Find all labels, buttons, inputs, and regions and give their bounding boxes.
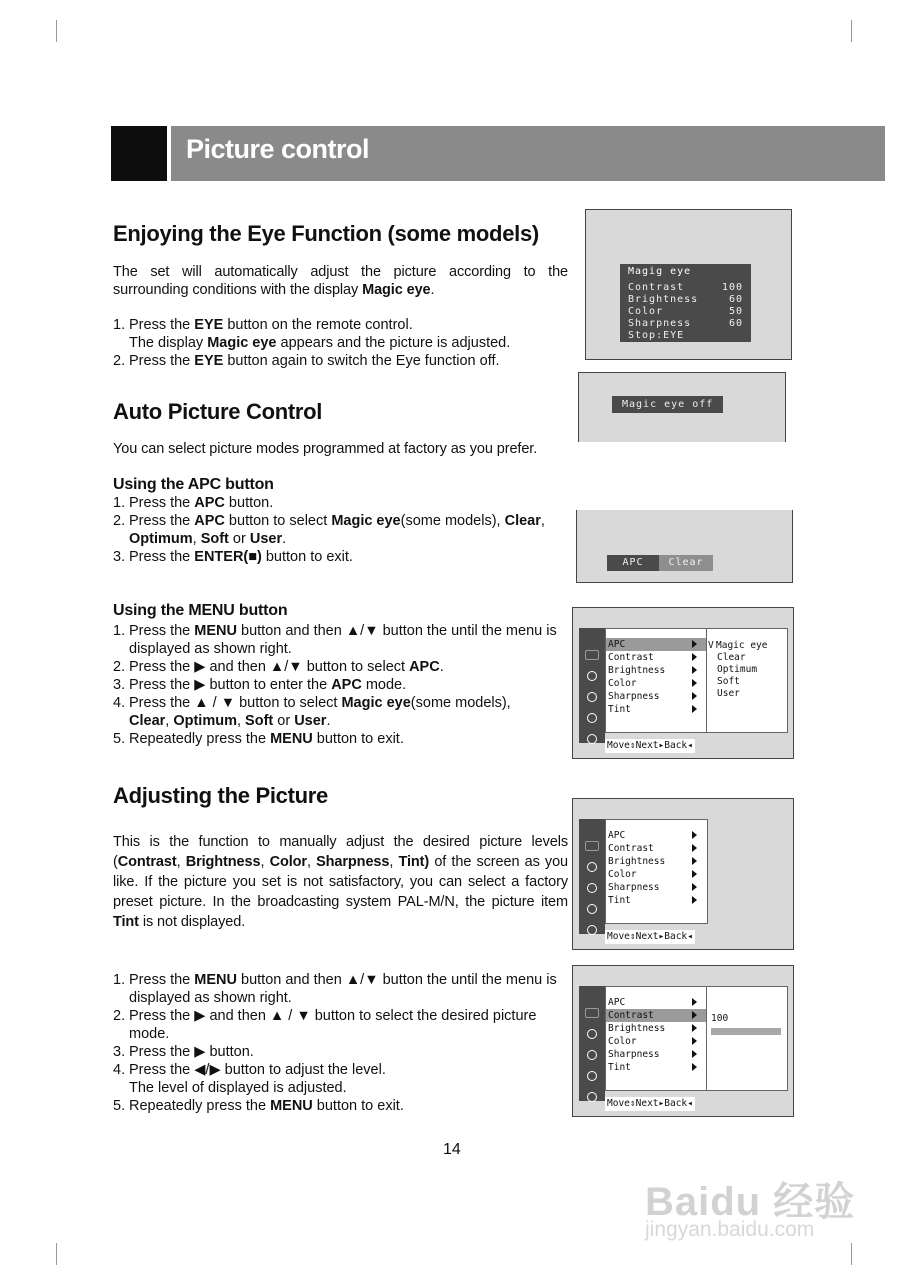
adjust-step: 4. Press the ◀/▶ button to adjust the level. [113,1062,386,1078]
apc-menu-step: displayed as shown right. [129,641,292,657]
chevron-right-icon [692,666,697,674]
footer-back: Back [664,1098,688,1109]
sound-icon [587,883,597,893]
picture-menu-screen [572,798,794,950]
chevron-right-icon [692,844,697,852]
adjust-step: displayed as shown right. [129,990,292,1006]
footer-back: Back [664,740,688,751]
time-icon [587,1071,597,1081]
adjust-step: 5. Repeatedly press the MENU button to exit. [113,1098,404,1114]
apc-option[interactable]: Clear [717,652,746,663]
apc-step: 2. Press the APC button to select Magic eye(some models), Clear, [113,513,545,529]
eye-intro: The set will automatically adjust the picture according to the surrounding conditions with the display Magic eye. [113,264,568,298]
apc-sub2: Using the MENU button [113,602,288,619]
apc-menu-step: 4. Press the ▲ / ▼ button to select Magic eye(some models), [113,695,511,711]
footer-move: Move [607,931,630,942]
time-icon [587,904,597,914]
chevron-right-icon [692,831,697,839]
apc-osd-label: APC [607,555,659,571]
level-panel [706,986,788,1091]
chevron-right-icon [692,1037,697,1045]
sound-icon [587,692,597,702]
crop-mark [851,1243,852,1265]
adjust-step: 1. Press the MENU button and then ▲/▼ button the until the menu is [113,972,557,988]
adjust-step: mode. [129,1026,170,1042]
menu-item-tint[interactable]: Tint [608,704,631,715]
apc-step: Optimum, Soft or User. [129,531,287,547]
apc-option[interactable]: Optimum [717,664,758,675]
crop-mark [56,20,57,42]
footer-move: Move [607,740,630,751]
apc-heading: Auto Picture Control [113,399,323,424]
apc-button-screen [576,510,793,583]
menu-item-color[interactable]: Color [608,678,637,689]
chevron-right-icon [692,1011,697,1019]
adjust-heading: Adjusting the Picture [113,783,328,808]
apc-step: 3. Press the ENTER(■) button to exit. [113,549,353,565]
adjust-paragraph: This is the function to manually adjust the desired picture levels (Contrast, Brightness, Color, Sharpness, Tint) of the screen as you like. If the picture you set is not satisfactory, you can select a factory preset picture. In the broadcasting system PAL-M/N, the picture item Tint is not displayed. [113,834,569,930]
apc-menu-step: 1. Press the MENU button and then ▲/▼ button the until the menu is [113,623,557,639]
picture-menu [605,628,708,733]
time-icon [587,713,597,723]
chevron-right-icon [692,679,697,687]
chevron-right-icon [692,653,697,661]
apc-steps1 [113,494,573,566]
adjust-step: 3. Press the ▶ button. [113,1044,254,1060]
channel-icon [585,650,599,660]
adjust-step: The level of displayed is adjusted. [129,1080,347,1096]
footer-next: Next [635,931,659,942]
chevron-right-icon [692,998,697,1006]
apc-menu-step: 3. Press the ▶ button to enter the APC mode. [113,677,407,693]
menu-item-apc[interactable]: APC [608,997,626,1008]
menu-item-color[interactable]: Color [608,869,637,880]
apc-intro: You can select picture modes programmed at factory as you prefer. [113,441,538,457]
watermark-logo: Baidu 经验 [645,1180,856,1224]
chevron-right-icon [692,1024,697,1032]
apc-submenu [706,628,788,733]
menu-item-sharpness[interactable]: Sharpness [608,691,660,702]
menu-item-sharpness[interactable]: Sharpness [608,1049,660,1060]
chevron-right-icon [692,857,697,865]
menu-footer: Move⇕Next▸Back◂ [607,1098,693,1109]
eye-steps [113,316,573,370]
menu-item-brightness[interactable]: Brightness [608,1023,666,1034]
menu-item-contrast[interactable]: Contrast [606,1009,706,1022]
menu-footer: Move⇕Next▸Back◂ [607,740,693,751]
footer-back: Back [664,931,688,942]
menu-sidebar [579,819,605,934]
osd-row: Contrast 100 [628,282,743,293]
menu-item-contrast[interactable]: Contrast [608,652,654,663]
menu-item-brightness[interactable]: Brightness [608,665,666,676]
contrast-menu-screen [572,965,794,1117]
apc-option[interactable]: User [717,688,740,699]
apc-option[interactable]: Magic eye [716,640,768,651]
picture-icon [587,1029,597,1039]
chevron-right-icon [692,1050,697,1058]
apc-menu-step: 2. Press the ▶ and then ▲/▼ button to select APC. [113,659,444,675]
eye-off-screen [578,372,786,442]
eye-heading: Enjoying the Eye Function (some models) [113,221,539,246]
chevron-right-icon [692,640,697,648]
check-icon: V [708,640,714,651]
footer-next: Next [635,1098,659,1109]
sound-icon [587,1050,597,1060]
crop-mark [851,20,852,42]
footer-move: Move [607,1098,630,1109]
setup-icon [587,734,597,744]
menu-item-apc[interactable]: APC [606,638,706,651]
channel-icon [585,1008,599,1018]
chevron-right-icon [692,705,697,713]
picture-menu [605,986,708,1091]
osd-row: Brightness 60 [628,294,743,305]
picture-icon [587,862,597,872]
page-title: Picture control [186,134,370,164]
footer-next: Next [635,740,659,751]
menu-item-color[interactable]: Color [608,1036,637,1047]
apc-menu-step: Clear, Optimum, Soft or User. [129,713,331,729]
chevron-right-icon [692,1063,697,1071]
setup-icon [587,1092,597,1102]
osd-title: Magig eye [628,266,692,277]
menu-item-tint[interactable]: Tint [608,1062,631,1073]
menu-item-contrast[interactable]: Contrast [608,843,654,854]
osd-row: Color 50 [628,306,743,317]
menu-item-sharpness[interactable]: Sharpness [608,882,660,893]
picture-icon [587,671,597,681]
crop-mark [56,1243,57,1265]
menu-item-tint[interactable]: Tint [608,895,631,906]
channel-icon [585,841,599,851]
setup-icon [587,925,597,935]
chevron-right-icon [692,896,697,904]
adjust-step: 2. Press the ▶ and then ▲ / ▼ button to select the desired picture [113,1008,537,1024]
header-block [111,126,167,181]
apc-option[interactable]: Soft [717,676,740,687]
eye-osd-panel [620,264,751,342]
eye-osd-screen [585,209,792,360]
picture-menu [605,819,708,924]
chevron-right-icon [692,883,697,891]
eye-step: 1. Press the EYE button on the remote control. [113,317,413,333]
apc-steps2 [113,622,568,748]
menu-sidebar [579,986,605,1101]
osd-row: Sharpness 60 [628,318,743,329]
apc-step: 1. Press the APC button. [113,495,274,511]
apc-menu-screen [572,607,794,759]
watermark-url: jingyan.baidu.com [645,1218,815,1241]
eye-step: The display Magic eye appears and the picture is adjusted. [129,335,511,351]
menu-item-apc[interactable]: APC [608,830,626,841]
adjust-steps [113,971,568,1115]
level-slider[interactable] [711,1028,781,1035]
apc-menu-step: 5. Repeatedly press the MENU button to exit. [113,731,404,747]
chevron-right-icon [692,870,697,878]
osd-stop: Stop:EYE [628,330,685,341]
apc-sub1: Using the APC button [113,476,274,493]
menu-item-brightness[interactable]: Brightness [608,856,666,867]
page-number: 14 [443,1141,461,1158]
menu-sidebar [579,628,605,743]
eye-off-label: Magic eye off [612,396,723,413]
apc-osd-value: Clear [659,555,713,571]
eye-step: 2. Press the EYE button again to switch the Eye function off. [113,353,500,369]
chevron-right-icon [692,692,697,700]
menu-footer: Move⇕Next▸Back◂ [607,931,693,942]
level-value: 100 [711,1013,729,1024]
